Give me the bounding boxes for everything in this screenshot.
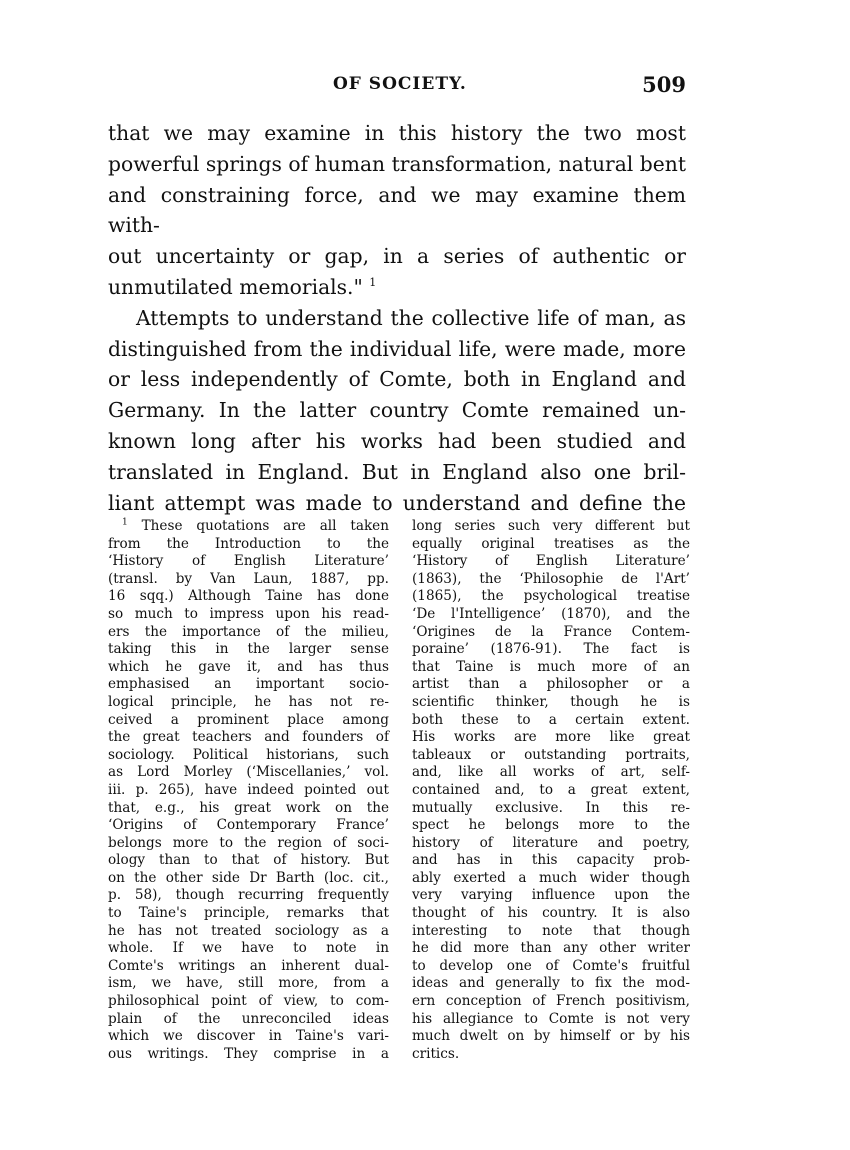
main-text (108, 118, 686, 518)
footnote-line-text: His works are more like great (412, 729, 690, 746)
footnote-line-text: he did more than any other writer (412, 940, 690, 957)
page-number: 509 (642, 72, 686, 97)
footnote-line (412, 553, 690, 571)
footnote-reference-marker: 1 (369, 276, 377, 290)
footnote-line (108, 553, 389, 571)
footnote-line-text: thought of his country. It is also (412, 905, 690, 922)
text-line-text: liant attempt was made to understand and define the (108, 490, 686, 515)
footnote-line (412, 923, 690, 941)
footnote-line-text: (transl. by Van Laun, 1887, pp. (108, 570, 389, 587)
text-line-text: powerful springs of human transformation, natural bent (108, 151, 686, 176)
footnote-line (108, 764, 389, 782)
footnote-line-text: equally original treatises as the (412, 535, 690, 552)
footnote-number: 1 (122, 517, 128, 528)
text-line (108, 149, 686, 180)
footnote-line-text: sociology. Political historians, such (108, 746, 389, 763)
footnote-line (412, 659, 690, 677)
footnote-line (412, 624, 690, 642)
footnote-line-text: ceived a prominent place among (108, 711, 389, 728)
text-line (108, 395, 686, 426)
footnote-line (412, 641, 690, 659)
text-line-text: that we may examine in this history the two most (108, 121, 686, 145)
footnote-line-text: poraine’ (1876-91). The fact is (412, 641, 690, 658)
footnote-line (108, 975, 389, 993)
footnote-line (108, 659, 389, 677)
footnote-line-text: as Lord Morley (‘Miscellanies,’ vol. (108, 764, 389, 781)
text-line (108, 364, 686, 395)
footnote-line (412, 835, 690, 853)
footnote-line (108, 923, 389, 941)
footnote-line-text: ers the importance of the milieu, (108, 623, 389, 640)
footnote-line (108, 1028, 389, 1046)
text-line-text: unmutilated memorials." (108, 274, 363, 299)
footnote-line-text: artist than a philosopher or a (412, 676, 690, 693)
footnote-line-text: p. 58), though recurring frequently (108, 887, 389, 904)
footnote-line (412, 1046, 690, 1064)
footnote-line (412, 800, 690, 818)
footnote-line (412, 536, 690, 554)
footnote-line-text: ably exerted a much wider though (412, 869, 690, 886)
text-line-text: known long after his works had been studied and (108, 428, 686, 453)
footnote-line (412, 571, 690, 589)
text-line-text: Attempts to understand the collective life of man, as (136, 305, 686, 330)
text-line (108, 334, 686, 365)
text-line-text: and constraining force, and we may examine them with- (108, 182, 686, 238)
footnote-line-text: critics. (412, 1045, 460, 1062)
footnote-line-text: ism, we have, still more, from a (108, 975, 389, 992)
footnote-line (412, 588, 690, 606)
footnote-line-text: from the Introduction to the (108, 535, 389, 552)
footnote-line-text: ern conception of French positivism, (412, 993, 690, 1010)
footnote-line-text: on the other side Dr Barth (loc. cit., (108, 869, 389, 886)
footnote-line (412, 852, 690, 870)
footnote-line-text: iii. p. 265), have indeed pointed out (108, 781, 389, 798)
footnote-line (108, 835, 389, 853)
footnote-line-text: that Taine is much more of an (412, 658, 690, 675)
footnote-line (108, 536, 389, 554)
footnote-line-text: both these to a certain extent. (412, 711, 690, 728)
footnote-line-text: ‘De l'Intelligence’ (1870), and the (412, 605, 690, 622)
footnote-line-text: and has in this capacity prob- (412, 852, 690, 869)
footnote-line-text: mutually exclusive. In this re- (412, 799, 690, 816)
footnote-line-text: belongs more to the region of soci- (108, 834, 389, 851)
footnote-line-text: which he gave it, and has thus (108, 658, 389, 675)
footnote-line (108, 817, 389, 835)
footnote-line (108, 712, 389, 730)
footnote-line-text: (1865), the psychological treatise (412, 588, 690, 605)
footnote-line (412, 747, 690, 765)
footnote-line (412, 958, 690, 976)
text-line-text: Germany. In the latter country Comte remained un- (108, 398, 686, 423)
footnote-line (108, 958, 389, 976)
text-line-text: distinguished from the individual life, were made, more (108, 336, 686, 361)
footnote-line-text: ‘History of English Literature’ (108, 553, 389, 570)
footnote-line (412, 782, 690, 800)
footnote-line (108, 800, 389, 818)
footnote-line-text: tableaux or outstanding portraits, (412, 746, 690, 763)
text-line (108, 488, 686, 519)
footnote-line (108, 676, 389, 694)
footnote-line-text: ology than to that of history. But (108, 852, 389, 869)
page-header (108, 72, 686, 102)
footnote-line-text: ‘Origins of Contemporary France’ (108, 817, 389, 834)
footnote-line (412, 993, 690, 1011)
footnote-line (108, 870, 389, 888)
footnote-line (412, 1011, 690, 1029)
footnote-line-text: whole. If we have to note in (108, 940, 389, 957)
footnote-line (108, 624, 389, 642)
footnote-line (412, 694, 690, 712)
footnote-column-right (412, 518, 690, 1063)
footnote-line (412, 729, 690, 747)
paragraph-continuation (108, 118, 686, 303)
footnote-line (412, 870, 690, 888)
footnote-line (412, 712, 690, 730)
footnote-line-text: These quotations are all taken (141, 518, 389, 534)
footnote-line (108, 887, 389, 905)
footnote-line-text: very varying influence upon the (412, 887, 690, 904)
footnote-line-text: (1863), the ‘Philosophie de l'Art’ (412, 570, 690, 587)
footnote-line (412, 887, 690, 905)
footnote-line-text: ideas and generally to fix the mod- (412, 975, 690, 992)
running-head: OF SOCIETY. (333, 74, 467, 94)
footnote-line (108, 694, 389, 712)
text-line (108, 272, 686, 303)
text-line-text: translated in England. But in England also one bril- (108, 459, 686, 484)
footnote-line-text: his allegiance to Comte is not very (412, 1010, 690, 1027)
footnote-line (412, 676, 690, 694)
footnote-line-text: he has not treated sociology as a (108, 922, 389, 939)
footnote-line-text: emphasised an important socio- (108, 676, 389, 693)
text-line (108, 180, 686, 242)
footnote-line-text: to develop one of Comte's fruitful (412, 957, 690, 974)
footnote-line (412, 606, 690, 624)
footnote-line-text: Comte's writings an inherent dual- (108, 957, 389, 974)
footnote-line (108, 588, 389, 606)
text-line (108, 241, 686, 272)
footnote-line-text: interesting to note that though (412, 922, 690, 939)
footnote-line (108, 1046, 389, 1064)
footnote-column-left (108, 518, 389, 1063)
footnote-line (108, 641, 389, 659)
footnote-line-text: scientific thinker, though he is (412, 693, 690, 710)
footnote-line (108, 729, 389, 747)
footnote-line (412, 1028, 690, 1046)
footnote-line-text: contained and, to a great extent, (412, 781, 690, 798)
footnote-line-text: ous writings. They comprise in a (108, 1045, 389, 1062)
footnote-line-text: long series such very different but (412, 518, 690, 534)
footnote-line-text: to Taine's principle, remarks that (108, 905, 389, 922)
footnote-line-text: ‘Origines de la France Contem- (412, 623, 690, 640)
footnote-line (108, 852, 389, 870)
text-line (108, 303, 686, 334)
footnote-line (108, 1011, 389, 1029)
footnote-line-text: 16 sqq.) Although Taine has done (108, 588, 389, 605)
footnote-line-text: history of literature and poetry, (412, 834, 690, 851)
footnote-line-text: so much to impress upon his read- (108, 605, 389, 622)
text-line-text: out uncertainty or gap, in a series of authentic or (108, 244, 686, 269)
footnote-line-text: ‘History of English Literature’ (412, 553, 690, 570)
footnote-line (108, 782, 389, 800)
text-line (108, 426, 686, 457)
text-line (108, 118, 686, 149)
footnote-line (108, 606, 389, 624)
footnote-line (108, 571, 389, 589)
footnote-line-text: much dwelt on by himself or by his (412, 1028, 690, 1045)
footnote-line (108, 518, 389, 536)
footnote-line-text: philosophical point of view, to com- (108, 993, 389, 1010)
footnote-line (108, 905, 389, 923)
footnote-block (108, 517, 690, 1078)
footnote-line-text: spect he belongs more to the (412, 817, 690, 834)
footnote-line-text: and, like all works of art, self- (412, 764, 690, 781)
footnote-line (412, 940, 690, 958)
footnote-line-text: that, e.g., his great work on the (108, 799, 389, 816)
paragraph-attempts (108, 303, 686, 519)
footnote-line (108, 993, 389, 1011)
text-line-text: or less independently of Comte, both in England and (108, 367, 686, 392)
footnote-line-text: the great teachers and founders of (108, 729, 389, 746)
footnote-line (412, 764, 690, 782)
footnote-line (412, 905, 690, 923)
footnote-line-text: logical principle, he has not re- (108, 693, 389, 710)
footnote-line (108, 747, 389, 765)
footnote-line-text: taking this in the larger sense (108, 641, 389, 658)
footnote-line (412, 817, 690, 835)
footnote-line-text: which we discover in Taine's vari- (108, 1028, 389, 1045)
footnote-line-text: plain of the unreconciled ideas (108, 1010, 389, 1027)
footnote-line (412, 975, 690, 993)
text-line (108, 457, 686, 488)
footnote-line (412, 518, 690, 536)
footnote-line (108, 940, 389, 958)
